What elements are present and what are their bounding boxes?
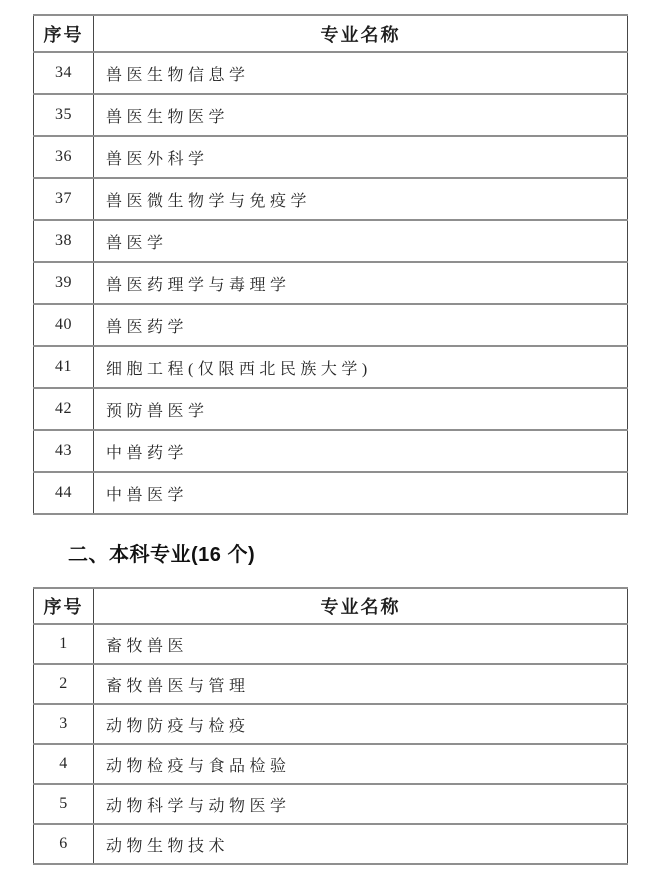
specialty-table-undergraduate xyxy=(33,587,628,865)
header-row xyxy=(34,15,628,52)
table-body xyxy=(34,624,628,864)
col-header-serial-no: 序号 xyxy=(34,15,94,52)
row-number: 34 xyxy=(34,52,94,94)
table-row xyxy=(34,664,628,704)
row-number: 39 xyxy=(34,262,94,304)
table-row xyxy=(34,744,628,784)
table-row xyxy=(34,784,628,824)
table-row xyxy=(34,624,628,664)
col-header-major-name: 专业名称 xyxy=(94,15,628,52)
row-number: 4 xyxy=(34,744,94,784)
row-major-name: 动物检疫与食品检验 xyxy=(94,744,628,784)
row-number: 3 xyxy=(34,704,94,744)
row-major-name: 兽医外科学 xyxy=(94,136,628,178)
col-header-serial-no: 序号 xyxy=(34,588,94,624)
table-row xyxy=(34,262,628,304)
row-number: 40 xyxy=(34,304,94,346)
row-number: 35 xyxy=(34,94,94,136)
row-number: 43 xyxy=(34,430,94,472)
table-header xyxy=(34,15,628,52)
table-row xyxy=(34,136,628,178)
row-major-name: 动物防疫与检疫 xyxy=(94,704,628,744)
row-major-name: 细胞工程(仅限西北民族大学) xyxy=(94,346,628,388)
row-number: 37 xyxy=(34,178,94,220)
table-row xyxy=(34,52,628,94)
row-major-name: 动物科学与动物医学 xyxy=(94,784,628,824)
row-major-name: 畜牧兽医与管理 xyxy=(94,664,628,704)
table-row xyxy=(34,304,628,346)
row-major-name: 畜牧兽医 xyxy=(94,624,628,664)
table-header xyxy=(34,588,628,624)
row-number: 41 xyxy=(34,346,94,388)
row-major-name: 兽医生物医学 xyxy=(94,94,628,136)
table-row xyxy=(34,94,628,136)
table-row xyxy=(34,178,628,220)
row-major-name: 中兽药学 xyxy=(94,430,628,472)
table-row xyxy=(34,430,628,472)
row-number: 6 xyxy=(34,824,94,864)
table-row xyxy=(34,824,628,864)
col-header-major-name: 专业名称 xyxy=(94,588,628,624)
table-row xyxy=(34,704,628,744)
header-row xyxy=(34,588,628,624)
row-number: 1 xyxy=(34,624,94,664)
row-major-name: 兽医药学 xyxy=(94,304,628,346)
row-major-name: 兽医药理学与毒理学 xyxy=(94,262,628,304)
table-body xyxy=(34,52,628,514)
table-row xyxy=(34,220,628,262)
row-major-name: 兽医微生物学与免疫学 xyxy=(94,178,628,220)
row-major-name: 兽医学 xyxy=(94,220,628,262)
row-number: 5 xyxy=(34,784,94,824)
row-major-name: 动物生物技术 xyxy=(94,824,628,864)
row-number: 44 xyxy=(34,472,94,514)
row-number: 38 xyxy=(34,220,94,262)
row-number: 42 xyxy=(34,388,94,430)
specialty-table-upper xyxy=(33,14,628,515)
table-row xyxy=(34,346,628,388)
row-major-name: 兽医生物信息学 xyxy=(94,52,628,94)
table-row xyxy=(34,472,628,514)
row-number: 2 xyxy=(34,664,94,704)
table-row xyxy=(34,388,628,430)
row-major-name: 预防兽医学 xyxy=(94,388,628,430)
section-heading-undergraduate-majors: 二、本科专业(16 个) xyxy=(68,544,256,566)
row-major-name: 中兽医学 xyxy=(94,472,628,514)
row-number: 36 xyxy=(34,136,94,178)
